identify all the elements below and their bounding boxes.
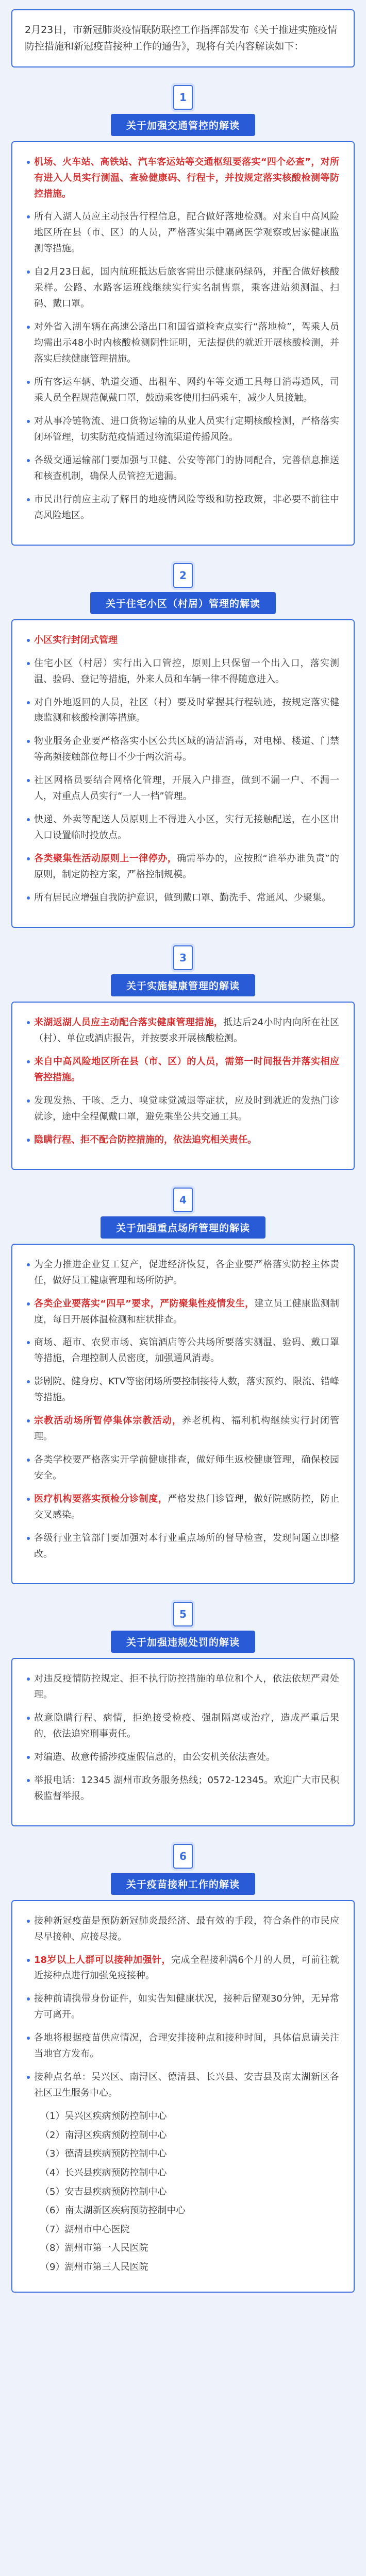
paragraph [27, 375, 339, 406]
body-text: 所有居民应增强自我防护意识，做到戴口罩、勤洗手、常通风、少聚集。 [34, 892, 331, 904]
section-title-bar [11, 1631, 355, 1653]
section-title-bar [11, 114, 355, 136]
section-1 [11, 85, 355, 546]
section-card [11, 1658, 355, 1826]
body-text: 严格发热门诊管理，做好院感防控，防止交叉感染。 [34, 1494, 340, 1521]
paragraph [27, 1452, 339, 1484]
section-title: 关于住宅小区（村居）管理的解读 [90, 592, 276, 614]
section-number-badge: 4 [173, 1188, 193, 1212]
body-text: 所有客运车辆、轨道交通、出租车、网约车等交通工具每日消毒通风，司乘人员全程规范佩戴口罩，鼓励乘客使用扫码乘车，减少人员接触。 [34, 377, 339, 403]
paragraph [27, 633, 339, 649]
section-number-badge: 2 [173, 563, 193, 588]
paragraph [27, 1531, 339, 1563]
paragraph [27, 1413, 339, 1445]
sub-item: （7）湖州市中心医院 [40, 2224, 130, 2235]
body-text: 完成全程接种满6个月的人员，可前往就近接种点进行加强免疫接种。 [34, 1954, 339, 1981]
section-title-bar [11, 592, 355, 614]
highlight-text: 来自中高风险地区所在县（市、区）的人员，需第一时间报告并落实相应管控措施。 [34, 1056, 339, 1083]
section-title: 关于实施健康管理的解读 [111, 974, 255, 996]
section-title: 关于加强重点场所管理的解读 [101, 1216, 265, 1239]
paragraph [27, 656, 339, 688]
paragraph [27, 1773, 339, 1805]
body-text: 商场、超市、农贸市场、宾馆酒店等公共场所要落实测温、验码、戴口罩等措施，合理控制人员密度，加强通风消毒。 [34, 1337, 339, 1364]
section-2 [11, 563, 355, 928]
section-card [11, 1900, 355, 2293]
sub-item: （2）南浔区疾病预防控制中心 [40, 2129, 167, 2141]
body-text: 故意隐瞒行程、病情，拒绝接受检疫、强制隔离或治疗，造成严重后果的，依法追究刑事责任。 [34, 1712, 339, 1739]
body-text: 对从事冷链物流、进口货物运输的从业人员实行定期核酸检测，严格落实闭环管理，切实防范疫情通过物流渠道传播风险。 [34, 415, 339, 443]
section-3 [11, 945, 355, 1170]
body-text: 各级交通运输部门要加强与卫健、公安等部门的协同配合，完善信息推送和核查机制，确保人员管控无遗漏。 [34, 454, 339, 482]
section-number-wrap [11, 1188, 355, 1212]
sections-container [0, 85, 366, 2293]
paragraph [27, 155, 339, 202]
highlight-text: 机场、火车站、高铁站、汽车客运站等交通枢纽要落实“四个必查”，对所有进入人员实行测温、查验健康码、行程卡，并按规定落实核酸检测等防控措施。 [34, 156, 339, 199]
section-title: 关于加强交通管控的解读 [111, 114, 255, 136]
paragraph [27, 1015, 339, 1047]
paragraph [27, 890, 339, 906]
paragraph [27, 695, 339, 727]
body-text: 各类学校要严格落实开学前健康排查，做好师生返校健康管理，确保校园安全。 [34, 1454, 339, 1482]
body-text: 举报电话：12345 湖州市政务服务热线；0572-12345。欢迎广大市民积极监督举报。 [34, 1774, 339, 1802]
section-5 [11, 1602, 355, 1826]
sub-item: （5）安吉县疾病预防控制中心 [40, 2186, 167, 2197]
section-title: 关于加强违规处罚的解读 [111, 1631, 255, 1653]
body-text: 自2月23日起，国内航班抵达后旅客需出示健康码绿码，并配合做好核酸采样。公路、水路客运班线继续实行实名制售票，乘客进站须测温、扫码、戴口罩。 [34, 266, 339, 310]
paragraph [27, 1296, 339, 1328]
body-text: 确需举办的，应按照“谁举办谁负责”的原则，制定防控方案，严格控制规模。 [34, 853, 340, 880]
section-4 [11, 1188, 355, 1584]
section-title-bar [11, 1216, 355, 1239]
section-card [11, 141, 355, 546]
body-text: 社区网格员要结合网格化管理，开展入户排查，做到不漏一户、不漏一人，对重点人员实行“一人一档”管理。 [34, 775, 339, 802]
body-text: 对自外地返回的人员，社区（村）要及时掌握其行程轨迹，按规定落实健康监测和核酸检测等措施。 [34, 697, 339, 724]
paragraph [27, 1750, 339, 1766]
section-6 [11, 1844, 355, 2293]
section-number-badge: 3 [173, 945, 193, 970]
sub-item: （6）南太湖新区疾病预防控制中心 [40, 2205, 186, 2216]
sub-item: （8）湖州市第一人民医院 [40, 2243, 148, 2254]
paragraph [27, 1374, 339, 1406]
highlight-text: 宗教活动场所暂停集体宗教活动， [34, 1415, 182, 1427]
section-title-bar [11, 974, 355, 996]
body-text: 对外省入湖车辆在高速公路出口和国省道检查点实行“落地检”，驾乘人员均需出示48小时内核酸检测阴性证明，无法提供的就近开展核酸检测，并落实后续健康管理措施。 [34, 321, 339, 365]
section-title: 关于疫苗接种工作的解读 [111, 1873, 255, 1895]
section-number-wrap [11, 1602, 355, 1626]
highlight-text: 各类企业要落实“四早”要求，严防聚集性疫情发生， [34, 1298, 255, 1309]
intro-text: 2月23日，市新冠肺炎疫情联防联控工作指挥部发布《关于推进实施疫情防控措施和新冠疫苗接种工作的通告》，现将有关内容解读如下： [11, 9, 355, 67]
paragraph [27, 2030, 339, 2062]
body-text: 接种前请携带身份证件，如实告知健康状况，接种后留观30分钟，无异常方可离开。 [34, 1993, 339, 2021]
paragraph [27, 414, 339, 446]
section-number-badge: 1 [173, 85, 193, 110]
section-card [11, 619, 355, 928]
paragraph [27, 492, 339, 524]
paragraph [27, 1335, 339, 1367]
section-number-wrap [11, 1844, 355, 1869]
section-number-wrap [11, 563, 355, 588]
body-text: 接种新冠疫苗是预防新冠肺炎最经济、最有效的手段，符合条件的市民应尽早接种、应接尽接。 [34, 1915, 339, 1942]
sub-item: （4）长兴县疾病预防控制中心 [40, 2167, 167, 2178]
body-text: 接种点名单：吴兴区、南浔区、德清县、长兴县、安吉县及南太湖新区各社区卫生服务中心。 [34, 2072, 339, 2099]
highlight-text: 18岁以上人群可以接种加强针， [34, 1954, 172, 1965]
section-number-wrap [11, 85, 355, 110]
paragraph [27, 319, 339, 367]
paragraph [27, 1953, 339, 1985]
paragraph [27, 1991, 339, 2023]
paragraph [27, 1913, 339, 1945]
paragraph [27, 1054, 339, 1086]
highlight-text: 各类聚集性活动原则上一律停办， [34, 853, 177, 865]
paragraph [27, 1492, 339, 1523]
paragraph [27, 812, 339, 844]
section-title-bar [11, 1873, 355, 1895]
paragraph [27, 2070, 339, 2102]
paragraph [27, 1710, 339, 1742]
highlight-text: 隐瞒行程、拒不配合防控措施的，依法追究相关责任。 [34, 1134, 257, 1145]
paragraph [27, 773, 339, 805]
body-text: 快递、外卖等配送人员原则上不得进入小区，实行无接触配送，在小区出入口设置临时投放点。 [34, 814, 339, 841]
section-card [11, 1244, 355, 1584]
section-number-wrap [11, 945, 355, 970]
body-text: 对违反疫情防控规定、拒不执行防控措施的单位和个人，依法依规严肃处理。 [34, 1673, 339, 1700]
paragraph [27, 1257, 339, 1289]
section-number-badge: 5 [173, 1602, 193, 1626]
body-text: 为全力推进企业复工复产，促进经济恢复，各企业要严格落实防控主体责任，做好员工健康管理和场所防护。 [34, 1259, 339, 1286]
sub-item: （1）吴兴区疾病预防控制中心 [40, 2111, 167, 2122]
body-text: 物业服务企业要严格落实小区公共区域的清洁消毒，对电梯、楼道、门禁等高频接触部位每日不少于两次消毒。 [34, 736, 339, 763]
sub-item: （9）湖州市第三人民医院 [40, 2261, 148, 2273]
paragraph [27, 1093, 339, 1125]
highlight-text: 小区实行封闭式管理 [34, 634, 118, 646]
body-text: 对编造、故意传播涉疫虚假信息的，由公安机关依法查处。 [34, 1751, 275, 1762]
body-text: 影剧院、健身房、KTV等密闭场所要控制接待人数，落实预约、限流、错峰等措施。 [34, 1376, 339, 1403]
body-text: 发现发热、干咳、乏力、嗅觉味觉减退等症状，应及时到就近的发热门诊就诊，途中全程佩戴口罩，避免乘坐公共交通工具。 [34, 1095, 339, 1122]
paragraph [27, 453, 339, 485]
body-text: 建立员工健康监测制度，每日开展体温检测和症状排查。 [34, 1298, 339, 1325]
highlight-text: 医疗机构要落实预检分诊制度， [34, 1494, 168, 1505]
body-text: 各地将根据疫苗供应情况，合理安排接种点和接种时间，具体信息请关注当地官方发布。 [34, 2032, 339, 2060]
highlight-text: 来湖返湖人员应主动配合落实健康管理措施， [34, 1017, 224, 1028]
paragraph [27, 851, 339, 883]
paragraph [27, 209, 339, 257]
paragraph [27, 1671, 339, 1703]
paragraph [27, 1132, 339, 1148]
body-text: 市民出行前应主动了解目的地疫情风险等级和防控政策，非必要不前往中高风险地区。 [34, 494, 339, 521]
section-card [11, 1002, 355, 1170]
body-text: 养老机构、福利机构继续实行封闭管理。 [34, 1415, 339, 1443]
body-text: 所有入湖人员应主动报告行程信息，配合做好落地检测。对来自中高风险地区所在县（市、区）的人员，严格落实集中隔离医学观察或居家健康监测等措施。 [34, 211, 339, 255]
paragraph [27, 264, 339, 312]
paragraph [27, 734, 339, 766]
body-text: 住宅小区（村居）实行出入口管控，原则上只保留一个出入口，落实测温、验码、登记等措施，外来人员和车辆一律不得随意进入。 [34, 657, 339, 685]
body-text: 各级行业主管部门要加强对本行业重点场所的督导检查，发现问题立即整改。 [34, 1533, 339, 1560]
body-text: 抵达后24小时内向所在社区（村）、单位或酒店报告，并按要求开展核酸检测。 [34, 1017, 339, 1044]
sub-item: （3）德清县疾病预防控制中心 [40, 2148, 167, 2160]
section-number-badge: 6 [173, 1844, 193, 1869]
